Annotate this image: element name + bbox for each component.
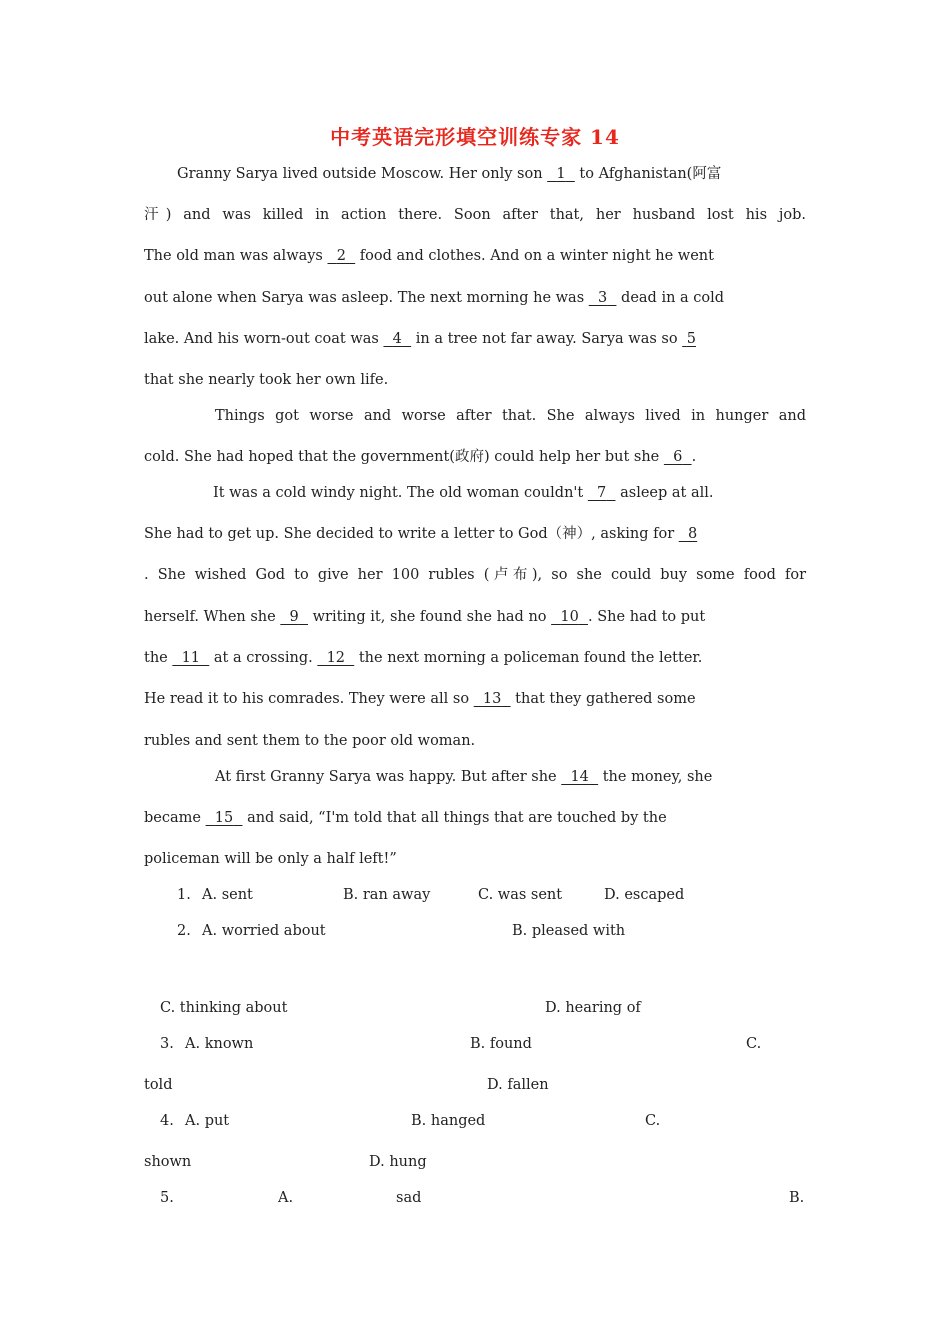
blank-11 — [172, 650, 209, 666]
passage-line — [144, 689, 806, 709]
passage-text: the — [144, 650, 173, 666]
option-number: 5. — [160, 1190, 174, 1206]
option-b: B. ran away — [343, 887, 431, 903]
option-a: A. known — [185, 1036, 254, 1052]
blank-12 — [317, 650, 354, 666]
passage-text: cold. She had hoped that the government(政府) could help her but she — [144, 449, 664, 465]
option-b: B. — [789, 1190, 805, 1206]
blank-3 — [589, 290, 617, 306]
passage-text: lake. And his worn-out coat was — [144, 331, 384, 347]
passage-text: food and clothes. And on a winter night he went — [355, 248, 714, 264]
passage-text: the next morning a policeman found the letter. — [354, 650, 703, 666]
option-c: C. was sent — [478, 887, 563, 903]
blank-4 — [383, 331, 411, 347]
passage-line — [144, 246, 806, 266]
passage-line: 汗) and was killed in action there. Soon after that, her husband lost his job. — [144, 207, 806, 223]
passage-text: became — [144, 810, 206, 826]
option-d: D. escaped — [604, 887, 685, 903]
option-number: 2. — [177, 923, 191, 939]
option-c: C. thinking about — [160, 1000, 288, 1016]
passage-text: asleep at all. — [615, 485, 714, 501]
passage-text: She had to get up. She decided to write a letter to God（神）, asking for — [144, 526, 679, 542]
option-c: C. — [645, 1113, 661, 1129]
passage-line — [144, 648, 806, 668]
option-c-text: shown — [144, 1154, 192, 1170]
blank-number: 8 — [687, 526, 698, 542]
passage-text: at a crossing. — [209, 650, 318, 666]
blank-number: 9 — [289, 609, 299, 625]
blank-number: 12 — [326, 650, 346, 666]
option-a: A. — [278, 1190, 294, 1206]
passage-text: the money, she — [598, 769, 713, 785]
passage-line: that she nearly took her own life. — [144, 372, 389, 388]
passage-text: herself. When she — [144, 609, 281, 625]
passage-line — [144, 329, 806, 349]
passage-text: to Afghanistan(阿富 — [574, 166, 722, 182]
option-number: 4. — [160, 1113, 174, 1129]
passage-line — [144, 607, 806, 627]
blank-2 — [328, 248, 356, 264]
blank-number: 14 — [570, 769, 589, 785]
blank-number: 6 — [673, 449, 683, 465]
option-d: D. fallen — [487, 1077, 549, 1093]
passage-text: dead in a cold — [616, 290, 725, 306]
page-title: 中考英语完形填空训练专家 14 — [330, 125, 620, 149]
passage-line — [177, 164, 806, 184]
option-a: A. put — [185, 1113, 230, 1129]
passage-text: . — [691, 449, 697, 465]
blank-13 — [474, 691, 511, 707]
passage-line: policeman will be only a half left!” — [144, 851, 397, 867]
option-b: B. found — [470, 1036, 532, 1052]
blank-number: 2 — [336, 248, 346, 264]
option-b: B. hanged — [411, 1113, 486, 1129]
blank-number: 7 — [597, 485, 607, 501]
passage-text: At first Granny Sarya was happy. But after she — [215, 769, 562, 785]
passage-line: Things got worse and worse after that. She always lived in hunger and — [215, 408, 806, 424]
blank-number: 4 — [392, 331, 402, 347]
passage-text: that they gathered some — [510, 691, 696, 707]
passage-text: in a tree not far away. Sarya was so — [411, 331, 683, 347]
passage-line — [144, 447, 806, 467]
blank-1 — [547, 166, 575, 182]
passage-text: The old man was always — [144, 248, 328, 264]
blank-number: 15 — [214, 810, 234, 826]
blank-number: 1 — [556, 166, 566, 182]
blank-6 — [664, 449, 692, 465]
passage-line: rubles and sent them to the poor old woman. — [144, 733, 476, 749]
blank-number: 11 — [181, 650, 201, 666]
blank-7 — [588, 485, 616, 501]
blank-15 — [206, 810, 243, 826]
passage-line — [144, 288, 806, 308]
option-b: B. pleased with — [512, 923, 626, 939]
passage-text: and said, “I'm told that all things that are touched by the — [242, 810, 667, 826]
passage-line — [144, 808, 806, 828]
passage-line — [213, 483, 806, 503]
blank-number: 3 — [597, 290, 608, 306]
blank-14 — [561, 769, 598, 785]
option-c: C. — [746, 1036, 762, 1052]
blank-number: 5 — [686, 331, 697, 347]
blank-8 — [679, 526, 697, 542]
passage-text: writing it, she found she had no — [308, 609, 552, 625]
option-number: 1. — [177, 887, 191, 903]
option-a: A. sent — [202, 887, 253, 903]
option-d: D. hearing of — [545, 1000, 641, 1016]
option-a-text: sad — [396, 1190, 422, 1206]
blank-9 — [280, 609, 308, 625]
passage-line — [144, 524, 806, 544]
blank-10 — [551, 609, 588, 625]
passage-text: Granny Sarya lived outside Moscow. Her only son — [177, 166, 548, 182]
passage-line — [215, 767, 806, 787]
passage-text: out alone when Sarya was asleep. The next morning he was — [144, 290, 589, 306]
blank-5 — [682, 331, 696, 347]
option-c-text: told — [144, 1077, 173, 1093]
blank-number: 10 — [560, 609, 579, 625]
option-a: A. worried about — [202, 923, 326, 939]
passage-text: . She had to put — [588, 609, 706, 625]
option-d: D. hung — [369, 1154, 427, 1170]
passage-text: He read it to his comrades. They were all so — [144, 691, 474, 707]
passage-text: It was a cold windy night. The old woman couldn't — [213, 485, 588, 501]
option-number: 3. — [160, 1036, 174, 1052]
blank-number: 13 — [482, 691, 502, 707]
passage-line: . She wished God to give her 100 rubles (卢布), so she could buy some food for — [144, 567, 806, 583]
